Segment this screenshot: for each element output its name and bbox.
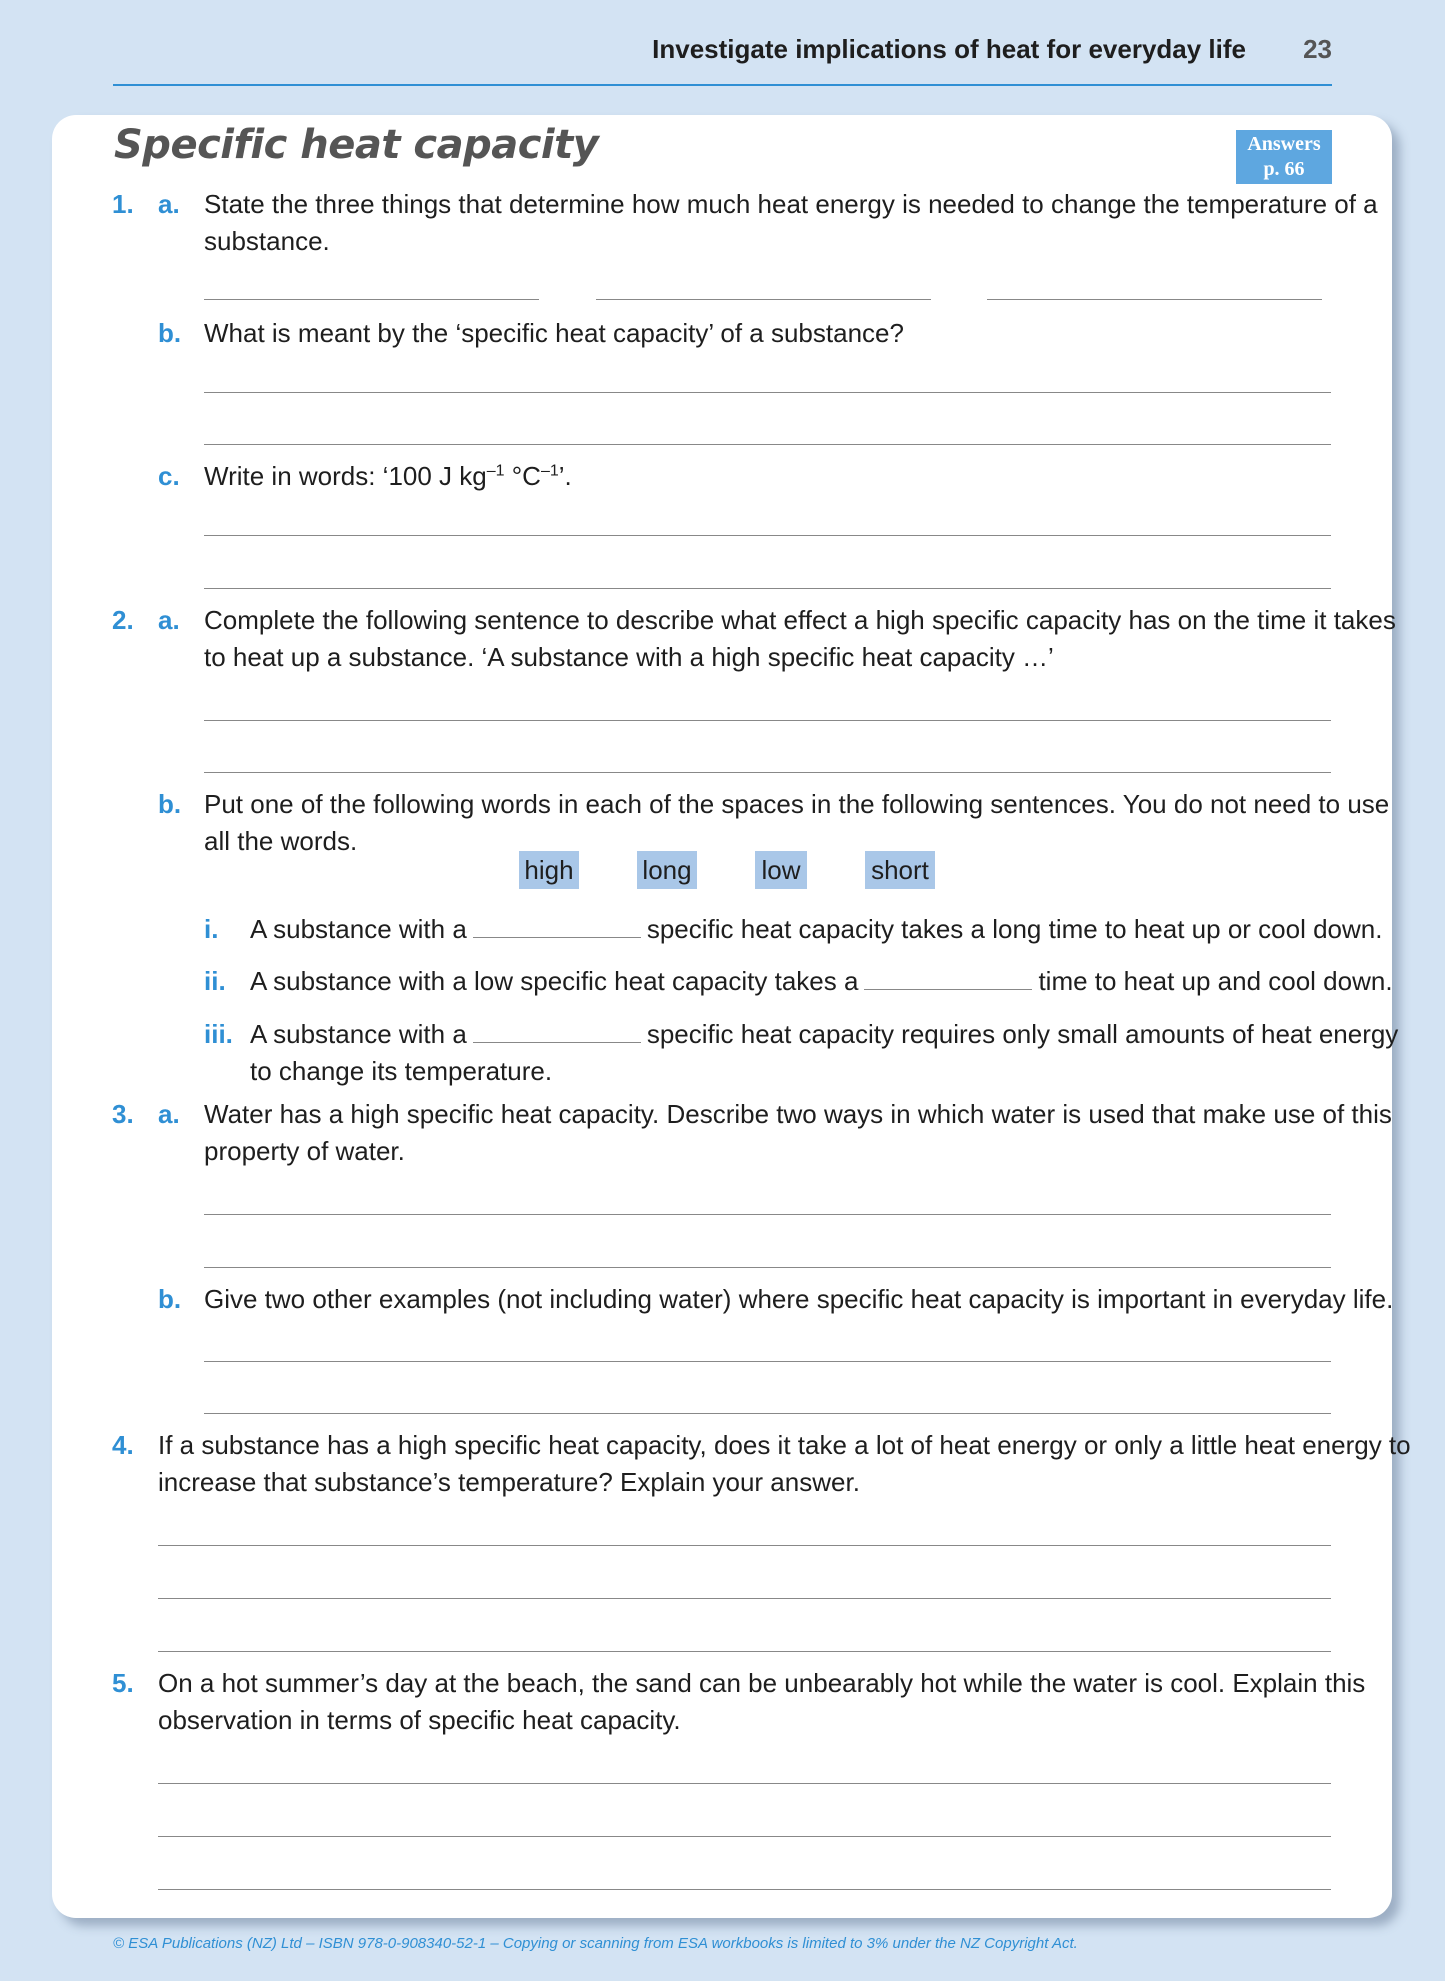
question-4-number: 4. (112, 1430, 134, 1460)
question-1a-text-line1: State the three things that determine how much heat energy is needed to change the temperature of a (204, 189, 1378, 219)
answer-line[interactable] (204, 588, 1331, 589)
question-2b-label: b. (158, 789, 182, 819)
word-option-high: high (519, 851, 579, 889)
answer-line[interactable] (158, 1545, 1331, 1546)
question-2a-text-line1: Complete the following sentence to describe what effect a high specific capacity has on the time it takes (204, 605, 1396, 635)
answer-line[interactable] (204, 720, 1331, 721)
question-2b-ii-label: ii. (204, 966, 226, 996)
answer-line[interactable] (158, 1651, 1331, 1652)
question-2-number: 2. (112, 605, 134, 635)
unit-celsius: °C (504, 461, 541, 491)
answer-line[interactable] (204, 1361, 1331, 1362)
page-number: 23 (1303, 34, 1332, 64)
fill-in-blank[interactable] (864, 969, 1032, 990)
answer-line[interactable] (204, 1413, 1331, 1414)
answer-line[interactable] (204, 535, 1331, 536)
answers-badge-page: p. 66 (1263, 158, 1305, 180)
question-5-text-line1: On a hot summer’s day at the beach, the sand can be unbearably hot while the water is cool. Explain this (158, 1668, 1366, 1698)
question-1c-label: c. (158, 461, 180, 491)
question-2b-iii-text (250, 1016, 1398, 1053)
question-2b-text-line1: Put one of the following words in each of the spaces in the following sentences. You do not need to use (204, 789, 1390, 819)
question-3-number: 3. (112, 1099, 134, 1129)
question-1b-label: b. (158, 318, 182, 348)
answers-badge-label: Answers (1247, 133, 1321, 155)
question-2b-i-text (250, 911, 1382, 948)
question-1c-text (204, 458, 572, 495)
copyright-footer: © ESA Publications (NZ) Ltd – ISBN 978-0-908340-52-1 – Copying or scanning from ESA workbooks is limited to 3% under the NZ Copyright Act. (113, 1935, 1078, 1952)
question-2a-text-line2: to heat up a substance. ‘A substance with a high specific heat capacity …’ (204, 642, 1054, 672)
question-5-number: 5. (112, 1668, 134, 1698)
unit-prefix: Write in words: ‘100 J kg (204, 461, 487, 491)
exponent: –1 (540, 462, 559, 480)
answer-line[interactable] (204, 392, 1331, 393)
question-3b-label: b. (158, 1284, 182, 1314)
answer-line[interactable] (204, 1267, 1331, 1268)
question-4-text-line1: If a substance has a high specific heat capacity, does it take a lot of heat energy or only a little heat energy to (158, 1430, 1411, 1460)
unit-suffix: ’. (558, 461, 572, 491)
answer-line[interactable] (158, 1836, 1331, 1837)
question-1a-text-line2: substance. (204, 226, 330, 256)
question-3a-text-line2: property of water. (204, 1136, 405, 1166)
question-2b-iii-text-line2: to change its temperature. (250, 1056, 553, 1086)
answer-line[interactable] (204, 299, 539, 300)
question-2b-ii-text (250, 963, 1393, 1000)
answer-line[interactable] (204, 772, 1331, 773)
answer-line[interactable] (158, 1889, 1331, 1890)
question-3a-text-line1: Water has a high specific heat capacity. Describe two ways in which water is used that make use of this (204, 1099, 1392, 1129)
page-title: Specific heat capacity (114, 122, 599, 168)
question-2b-text-line2: all the words. (204, 826, 358, 856)
fill-in-blank[interactable] (473, 1022, 641, 1043)
question-3a-label: a. (158, 1099, 180, 1129)
sentence-end: specific heat capacity takes a long time to heat up or cool down. (646, 914, 1383, 944)
answer-line[interactable] (158, 1783, 1331, 1784)
chapter-title: Investigate implications of heat for everyday life (652, 34, 1246, 64)
sentence-end: time to heat up and cool down. (1038, 966, 1393, 996)
fill-in-blank[interactable] (473, 917, 641, 938)
question-2b-i-label: i. (204, 914, 219, 944)
question-1a-label: a. (158, 189, 180, 219)
answer-line[interactable] (596, 299, 931, 300)
sentence-start: A substance with a low specific heat capacity takes a (250, 966, 859, 996)
question-1-number: 1. (112, 189, 134, 219)
answer-line[interactable] (987, 299, 1322, 300)
question-4-text-line2: increase that substance’s temperature? Explain your answer. (158, 1467, 860, 1497)
answer-line[interactable] (158, 1598, 1331, 1599)
exponent: –1 (486, 462, 505, 480)
sentence-start: A substance with a (250, 914, 467, 944)
page-header (113, 34, 1332, 86)
answer-line[interactable] (204, 444, 1331, 445)
word-option-long: long (637, 851, 697, 889)
answer-line[interactable] (204, 1214, 1331, 1215)
question-2b-iii-label: iii. (204, 1019, 233, 1049)
sentence-end: specific heat capacity requires only small amounts of heat energy (646, 1019, 1399, 1049)
word-option-short: short (865, 851, 935, 889)
question-5-text-line2: observation in terms of specific heat capacity. (158, 1705, 681, 1735)
question-2a-label: a. (158, 605, 180, 635)
answers-badge[interactable] (1236, 130, 1332, 184)
sentence-start: A substance with a (250, 1019, 467, 1049)
word-option-low: low (755, 851, 807, 889)
question-1b-text: What is meant by the ‘specific heat capacity’ of a substance? (204, 318, 904, 348)
question-3b-text: Give two other examples (not including water) where specific heat capacity is important in everyday life. (204, 1284, 1394, 1314)
